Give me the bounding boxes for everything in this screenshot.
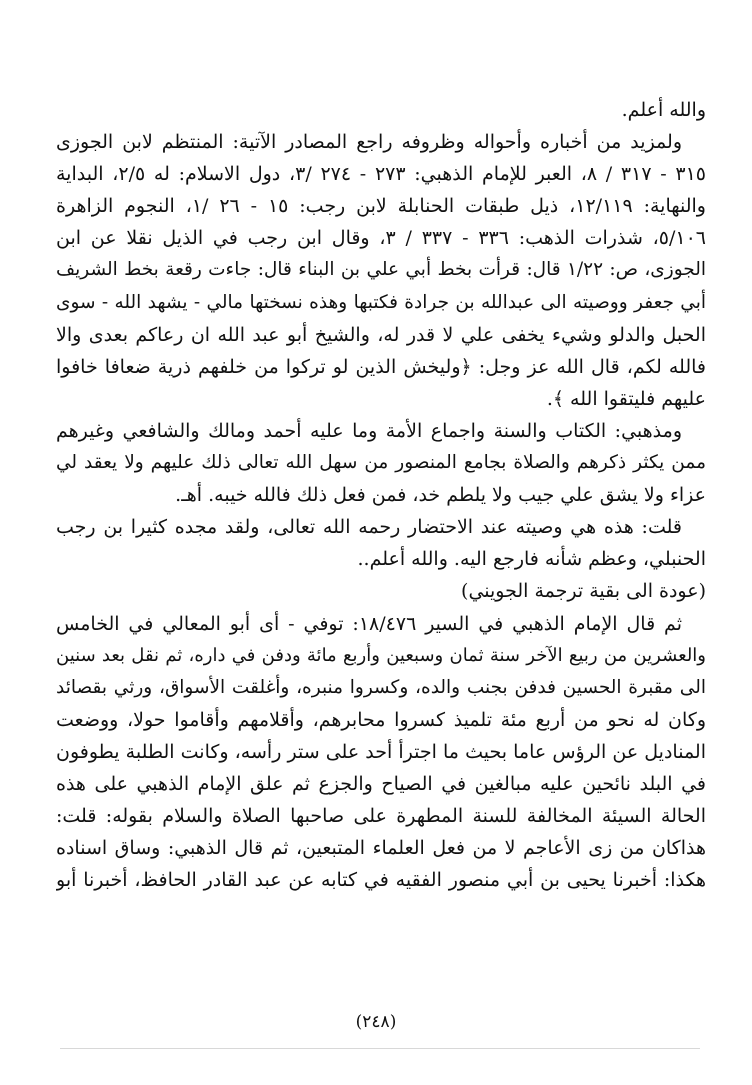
text-line: والنهاية: ١٢/١١٩، ذيل طبقات الحنابلة لابن رجب: ١٥ - ٢٦ /١، النجوم الزاهرة [56,195,706,218]
text-line: هكذا: أخبرنا يحيى بن أبي منصور الفقيه في كتابه عن عبد القادر الحافظ، أخبرنا أبو [56,869,706,892]
text-line: عليهم فليتقوا الله ﴾. [546,387,706,410]
text-line: هذاكان من زى الأعاجم لا من فعل العلماء المتبعين، ثم قال الذهبي: وساق اسناده [56,837,706,860]
page-number: (٢٤٨) [355,1012,397,1032]
text-line: الجوزى، ص: ١/٢٢ قال: قرأت بخط أبي علي بن البناء قال: جاءت رقعة بخط الشريف [56,259,706,281]
footer-divider [60,1048,700,1049]
text-line: والله أعلم. [621,99,706,121]
text-line: ٥/١٠٦، شذرات الذهب: ٣٣٦ - ٣٣٧ / ٣، وقال ابن رجب في الذيل نقلا عن ابن [56,227,706,250]
text-line: ٣١٥ - ٣١٧ / ٨، العبر للإمام الذهبي: ٢٧٣ - ٢٧٤ /٣، دول الاسلام: له ٢/٥، البداية [56,163,706,186]
body-text [56,94,706,896]
text-line: المناديل عن الرؤس عاما بحيث ما اجترأ أحد على ستر رأسه، وكانت الطلبة يطوفون [56,740,706,763]
text-line: قلت: هذه هي وصيته عند الاحتضار رحمه الله تعالى، ولقد مجده كثيرا بن رجب [56,516,682,539]
text-line: (عودة الى بقية ترجمة الجويني) [461,580,706,603]
text-line: الحنبلي، وعظم شأنه فارجع اليه. والله أعلم.. [357,548,706,571]
text-line: ولمزيد من أخباره وأحواله وظروفه راجع المصادر الآتية: المنتظم لابن الجوزى [56,131,683,154]
text-line: الى مقبرة الحسين فدفن بجنب والده، وكسروا منبره، وأغلقت الأسواق، ورثي بقصائد [56,676,706,698]
text-line: ممن يكثر ذكرهم والصلاة بجامع المنصور من سهل الله تعالى ذلك عليهم ولا يعقد لي [56,452,706,474]
text-line: الحالة السيئة المخالفة للسنة المطهرة على صاحبها الصلاة والسلام بقوله: قلت: [56,805,706,828]
text-line: والعشرين من ربيع الآخر سنة ثمان وسبعين وأربع مائة ودفن في داره، ثم نقل بعد سنين [56,644,706,666]
text-line: في البلد نائحين عليه مبالغين في الصياح والجزع ثم علق الإمام الذهبي على هذه [56,772,706,795]
text-line: وكان له نحو من أربع مئة تلميذ كسروا محابرهم، وأقلامهم وأقاموا حولا، ووضعت [56,708,706,731]
text-line: ثم قال الإمام الذهبي في السير ١٨/٤٧٦: توفي - أى أبو المعالي في الخامس [56,612,682,635]
text-line: فالله لكم، قال الله عز وجل: ﴿وليخش الذين لو تركوا من خلفهم ذرية ضعافا خافوا [56,355,706,378]
text-line: أبي جعفر ووصيته الى عبدالله بن جرادة فكتبها وهذه نسختها مالي - يشهد الله - سوى [56,291,706,313]
text-line: الحبل والدلو وشيء يخفى علي لا قدر له، والشيخ أبو عبد الله ان رعاكم بعدى والا [56,323,706,346]
text-line: عزاء ولا يشق علي جيب ولا يلطم خد، فمن فعل ذلك فالله خيبه. أهـ. [175,484,706,507]
text-line: ومذهبي: الكتاب والسنة واجماع الأمة وما عليه أحمد ومالك والشافعي وغيرهم [56,419,682,442]
